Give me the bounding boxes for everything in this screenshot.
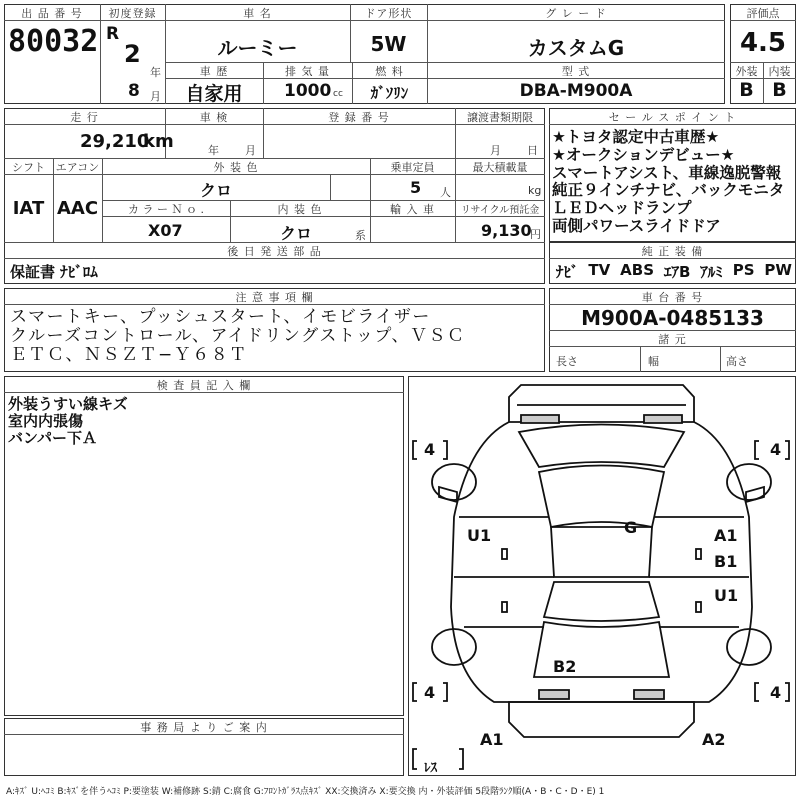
displacement-label: 排 気 量 <box>285 65 330 78</box>
doors: 5W <box>370 32 407 56</box>
mark-b2: B2 <box>553 657 577 676</box>
inspector-line: 外装うすい線キズ <box>8 395 128 413</box>
car-name-label: 車 名 <box>243 7 272 20</box>
reg-year: 2 <box>124 40 141 68</box>
spare-tire: ﾚｽ <box>424 761 437 776</box>
color-label: 外 装 色 <box>213 161 259 174</box>
equipment-list <box>556 261 792 282</box>
legend: A:ｷｽﾞ U:ﾍｺﾐ B:ｷｽﾞを伴うﾍｺﾐ P:要塗装 W:補修跡 S:錆 C:腐食 G:ﾌﾛﾝﾄｶﾞﾗｽ点ｷｽﾞ XX:交換済み X:要交換 内・外装評価 5段階ﾗﾝｸ順(A・B・C・D・E) 1 <box>6 787 605 797</box>
recycle: 9,130 <box>481 221 532 240</box>
car-name: ルーミー <box>217 36 298 60</box>
color-no: X07 <box>148 221 183 240</box>
sales-point: ＬＥＤヘッドランプ <box>552 199 692 218</box>
car-diagram <box>408 376 796 776</box>
later-parts-label: 後 日 発 送 部 品 <box>227 245 322 258</box>
fuel: ｶﾞｿﾘﾝ <box>370 84 409 102</box>
load-unit: kg <box>528 184 542 197</box>
headlight-left <box>521 415 559 423</box>
taillight-right <box>634 690 664 699</box>
tire-front-right: 4 <box>770 440 782 459</box>
chassis-label: 車 台 番 号 <box>641 291 704 304</box>
interior-color-label: 内 装 色 <box>277 203 323 216</box>
inspection-year-unit: 年 <box>208 144 219 157</box>
shift: IAT <box>12 198 45 219</box>
aircon: AAC <box>56 198 99 219</box>
score: 4.5 <box>739 28 787 58</box>
sales-point: ★トヨタ認定中古車歴★ <box>552 128 720 146</box>
height-label: 高さ <box>726 355 748 368</box>
mileage-label: 走 行 <box>70 111 99 124</box>
model-label: 型 式 <box>561 65 591 78</box>
fuel-label: 燃 料 <box>375 65 404 78</box>
sales-points-list <box>552 129 784 236</box>
inspector-label: 検 査 員 記 入 欄 <box>156 379 252 392</box>
inspection-label: 車 検 <box>199 111 229 124</box>
equipment-item: ｴｱB <box>663 263 691 281</box>
wheel-front-left <box>432 464 476 500</box>
history: 自家用 <box>185 83 243 105</box>
mileage-unit: km <box>143 131 174 152</box>
inspector-notes <box>8 396 128 447</box>
interior-grade: B <box>772 79 787 101</box>
rear-bumper-outline <box>509 702 694 737</box>
equipment-item: PS <box>732 261 755 279</box>
notes-list <box>10 308 466 365</box>
reg-month: 8 <box>128 81 140 101</box>
mark-a2-bottom: A2 <box>702 730 726 749</box>
length-label: 長さ <box>556 355 578 368</box>
transfer-month-unit: 月 <box>490 144 501 157</box>
exterior-label: 外装 <box>735 65 758 78</box>
sales-points-label: セ ー ル ス ポ イ ン ト <box>608 111 737 124</box>
grade: カスタムG <box>527 36 625 60</box>
tire-rear-right: 4 <box>770 683 782 702</box>
plate-label: 登 録 番 号 <box>328 111 390 124</box>
note-line: クルーズコントロール、アイドリングストップ、ＶＳＣ <box>10 326 466 346</box>
era: R <box>106 24 120 44</box>
wheel-front-right <box>727 464 771 500</box>
car-diagram-svg <box>409 377 794 774</box>
office-label: 事 務 局 よ り ご 案 内 <box>140 721 268 734</box>
color: クロ <box>199 181 232 200</box>
colorno-label: カ ラ ー Ｎ ｏ . <box>128 203 204 216</box>
equipment-label: 純 正 装 備 <box>641 245 704 258</box>
grade-label: グ レ ー ド <box>545 7 607 20</box>
rear-glass <box>544 582 659 621</box>
windshield <box>539 466 664 528</box>
import-label: 輸 入 車 <box>390 203 435 216</box>
later-parts: 保証書 ﾅﾋﾞﾛﾑ <box>10 263 98 281</box>
notes-label: 注 意 事 項 欄 <box>235 291 314 304</box>
mark-b1-right: B1 <box>714 552 738 571</box>
interior-color: クロ <box>280 224 313 243</box>
mark-u1-right: U1 <box>714 586 739 605</box>
hood <box>519 425 684 468</box>
sales-point: スマートアシスト、車線逸脱警報 <box>552 163 782 182</box>
dims-label: 諸 元 <box>658 333 687 346</box>
equipment-item: ﾅﾋﾞ <box>556 263 579 281</box>
mark-a1-bottom: A1 <box>480 730 504 749</box>
mark-u1-left: U1 <box>467 526 492 545</box>
month-unit: 月 <box>150 90 161 103</box>
interior-label: 内装 <box>768 65 791 78</box>
aircon-label: エアコン <box>55 161 100 174</box>
capacity-label: 乗車定員 <box>390 161 435 174</box>
width-label: 幅 <box>648 355 659 368</box>
doors-label: ドア形状 <box>364 7 413 20</box>
first-reg-label: 初度登録 <box>108 7 157 20</box>
recycle-unit: 円 <box>530 228 541 241</box>
inspector-line: 室内内張傷 <box>8 412 84 430</box>
shift-label: シフト <box>12 161 45 174</box>
taillight-left <box>539 690 569 699</box>
mileage: 29,210 <box>80 131 150 152</box>
note-line: スマートキー、プッシュスタート、イモビライザー <box>10 307 431 327</box>
recycle-label: リサイクル預託金 <box>460 205 540 216</box>
headlight-right <box>644 415 682 423</box>
history-label: 車 歴 <box>199 65 229 78</box>
year-unit: 年 <box>150 66 161 79</box>
interior-color-unit: 系 <box>355 229 366 242</box>
score-label: 評価点 <box>746 7 780 20</box>
equipment-item: TV <box>588 261 611 279</box>
lot-number: 80032 <box>8 24 99 59</box>
equipment-item: ABS <box>620 261 655 279</box>
sales-point: 両側パワースライドドア <box>552 216 721 235</box>
capacity: 5 <box>410 178 422 197</box>
tire-rear-left: 4 <box>424 683 436 702</box>
tire-front-left: 4 <box>424 440 436 459</box>
load-label: 最大積載量 <box>472 161 528 174</box>
transfer-day-unit: 日 <box>527 144 538 157</box>
model-code: DBA-M900A <box>519 81 633 101</box>
lot-label: 出 品 番 号 <box>21 7 83 20</box>
body-outline <box>451 422 752 702</box>
sales-point: 純正９インチナビ、バックモニタ <box>552 181 785 200</box>
transfer-label: 譲渡書類期限 <box>467 111 533 124</box>
equipment-item: ｱﾙﾐ <box>700 263 723 281</box>
inspector-line: バンパー下Ａ <box>8 429 97 447</box>
displacement: 1000 <box>284 81 332 101</box>
capacity-unit: 人 <box>440 186 451 199</box>
mark-a1-right: A1 <box>714 526 738 545</box>
inspection-month-unit: 月 <box>245 144 256 157</box>
exterior-grade: B <box>739 79 754 101</box>
chassis-number: M900A-0485133 <box>581 306 764 330</box>
displacement-unit: cc <box>333 89 343 99</box>
equipment-item: PW <box>764 261 792 279</box>
note-line: ＥＴＣ、ＮＳＺＴ−Ｙ６８Ｔ <box>10 345 248 365</box>
sales-point: ★オークションデビュー★ <box>552 145 735 164</box>
mark-g: G <box>624 518 638 537</box>
